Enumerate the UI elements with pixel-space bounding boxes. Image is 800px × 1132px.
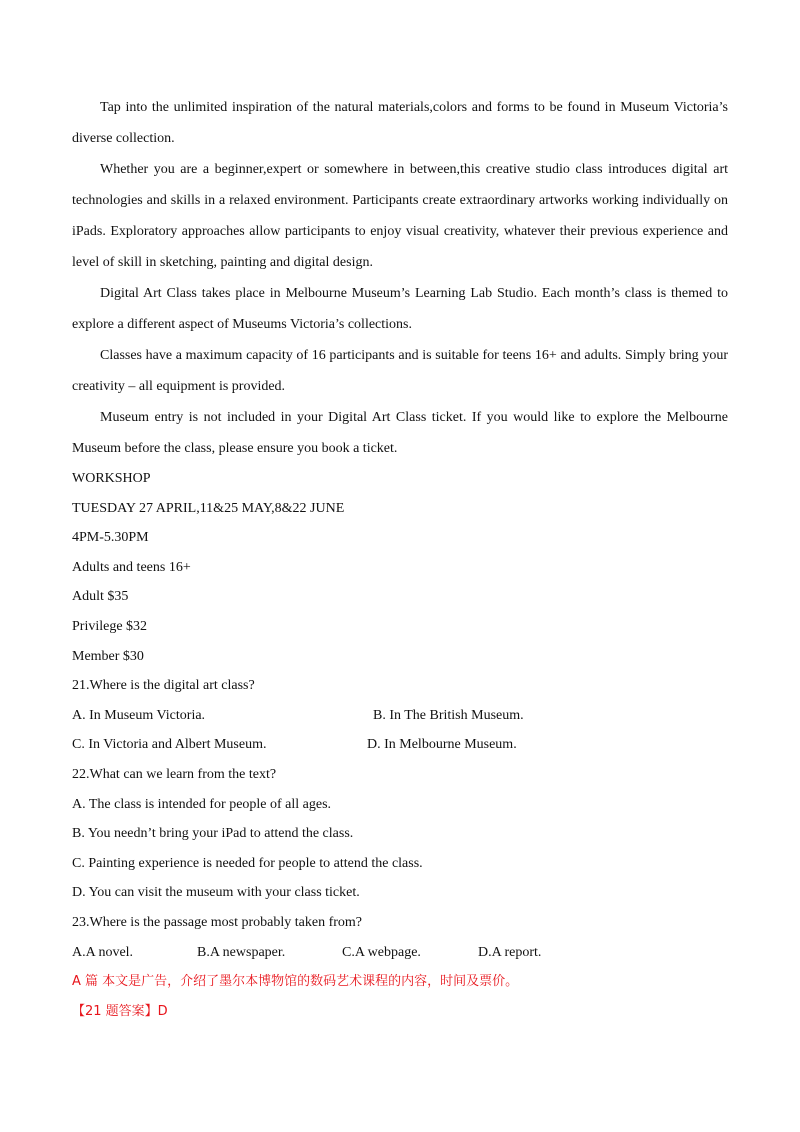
workshop-audience: Adults and teens 16+ — [72, 559, 191, 575]
option-row — [72, 701, 728, 731]
question-stem: 22.What can we learn from the text? — [72, 766, 277, 782]
option-d: D. In Melbourne Museum. — [367, 737, 517, 753]
option-c: C. Painting experience is needed for people to attend the class. — [72, 855, 423, 871]
question-22 — [72, 760, 728, 908]
option-a: A. In Museum Victoria. — [72, 707, 206, 723]
price-adult: Adult $35 — [72, 589, 129, 605]
answer-21: 【21 题答案】D — [72, 1003, 168, 1019]
document-page — [72, 92, 728, 1026]
option-d: D. You can visit the museum with your class ticket. — [72, 885, 360, 901]
workshop-info — [72, 464, 728, 671]
passage-paragraph-5: Museum entry is not included in your Digital Art Class ticket. If you would like to explore the Melbourne Museum before the class, please ensure you book a ticket. — [72, 410, 728, 456]
passage-paragraph-2: Whether you are a beginner,expert or somewhere in between,this creative studio class introduces digital art technologies and skills in a relaxed environment. Participants create extraordinary artworks working individually on iPads. Exploratory approaches allow participants to enjoy visual creativity, whatever their previous experience and level of skill in sketching, painting and digital design. — [72, 162, 728, 270]
option-b: B.A newspaper. — [197, 944, 286, 960]
workshop-heading: WORKSHOP — [72, 471, 151, 486]
option-c: C. In Victoria and Albert Museum. — [72, 737, 267, 753]
workshop-dates: TUESDAY 27 APRIL,11&25 MAY,8&22 JUNE — [72, 500, 345, 516]
question-23 — [72, 908, 728, 967]
option-row — [72, 938, 728, 968]
question-stem: 23.Where is the passage most probably taken from? — [72, 914, 363, 930]
passage-analysis: A 篇 本文是广告，介绍了墨尔本博物馆的数码艺术课程的内容，时间及票价。 — [72, 974, 519, 990]
question-stem: 21.Where is the digital art class? — [72, 678, 255, 694]
workshop-time: 4PM-5.30PM — [72, 530, 149, 546]
passage-paragraph-3: Digital Art Class takes place in Melbourne Museum’s Learning Lab Studio. Each month’s class is themed to explore a different aspect of Museums Victoria’s collections. — [72, 286, 728, 332]
option-a: A. The class is intended for people of all ages. — [72, 796, 332, 812]
price-member: Member $30 — [72, 648, 144, 664]
option-row — [72, 730, 728, 760]
passage-paragraph-4: Classes have a maximum capacity of 16 participants and is suitable for teens 16+ and adults. Simply bring your creativity – all equipment is provided. — [72, 348, 728, 394]
option-b: B. You needn’t bring your iPad to attend the class. — [72, 826, 354, 842]
option-d: D.A report. — [478, 944, 542, 960]
price-privilege: Privilege $32 — [72, 618, 148, 634]
option-a: A.A novel. — [72, 944, 134, 960]
option-b: B. In The British Museum. — [373, 707, 524, 723]
passage-paragraph-1: Tap into the unlimited inspiration of the natural materials,colors and forms to be found in Museum Victoria’s diverse collection. — [72, 100, 728, 146]
question-21 — [72, 671, 728, 760]
option-c: C.A webpage. — [342, 944, 421, 960]
